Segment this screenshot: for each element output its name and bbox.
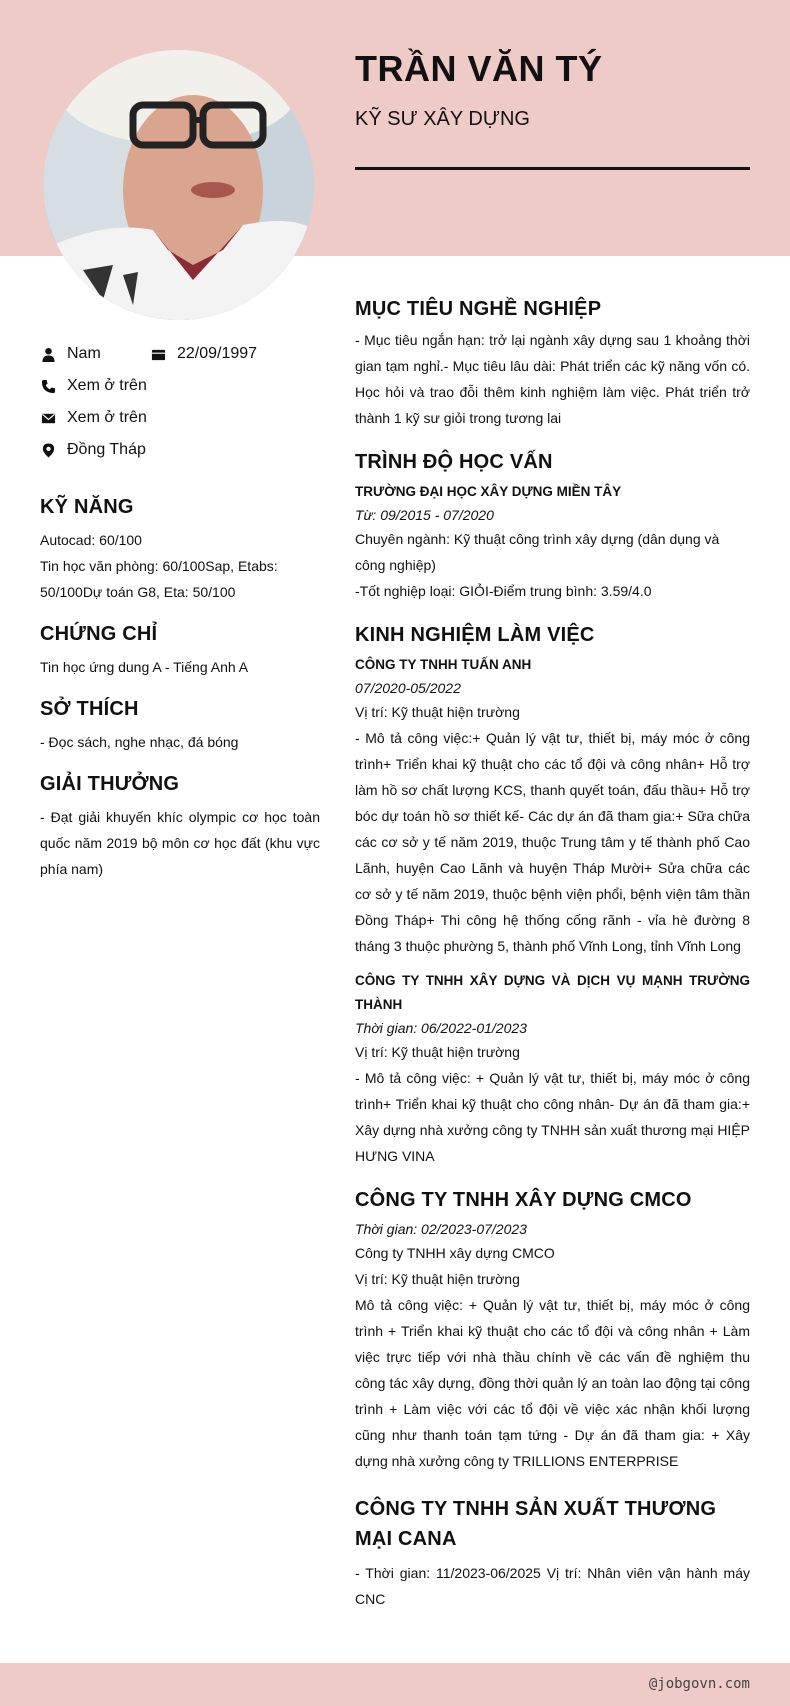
- phone-row: [40, 370, 320, 402]
- title-divider: [355, 167, 750, 170]
- job-period: 07/2020-05/2022: [355, 680, 461, 696]
- job4-company: CÔNG TY TNHH SẢN XUẤT THƯƠNG MẠI CANA: [355, 1498, 717, 1550]
- profile-photo: [43, 50, 314, 320]
- job3-description: Mô tả công việc: + Quản lý vật tư, thiết bị, máy móc ở công trình + Triển khai kỹ thuật cho các tổ đội và công nhân + Làm việc trực tiếp với nhà thầu chính về các vấn đề nghiệm thu công tác xây dựng, đồng thời quản lý an toàn lao động tại công trình + Làm việc với các tổ đội về việc xác nhận khối lượng cũng như thanh toán tạm tứng - Dự án đã tham gia: + Xây dựng nhà xưởng công ty TRILLIONS ENTERPRISE: [355, 1297, 750, 1469]
- gender-birthday-row: [40, 338, 320, 370]
- footer-watermark: @jobgovn.com: [648, 1676, 750, 1692]
- job-position: Vị trí: Kỹ thuật hiện trường: [355, 1044, 520, 1060]
- birthday-item: [150, 345, 320, 363]
- job-title: KỸ SƯ XÂY DỰNG: [355, 108, 530, 130]
- birthday-value: 22/09/1997: [177, 345, 258, 362]
- email-value: Xem ở trên: [67, 409, 147, 426]
- education-school: TRƯỜNG ĐẠI HỌC XÂY DỰNG MIỀN TÂY: [355, 484, 622, 499]
- job-period: Thời gian: 06/2022-01/2023: [355, 1020, 527, 1036]
- job4-section: [355, 1494, 750, 1612]
- certificates-heading: CHỨNG CHỈ: [40, 623, 158, 645]
- certificates-text: Tin học ứng dung A - Tiếng Anh A: [40, 659, 249, 675]
- objective-heading: MỤC TIÊU NGHỀ NGHIỆP: [355, 298, 602, 320]
- job3-company: CÔNG TY TNHH XÂY DỰNG CMCO: [355, 1189, 692, 1211]
- job-company: CÔNG TY TNHH TUẤN ANH: [355, 657, 532, 672]
- job-description: - Mô tả công việc: + Quản lý vật tư, thiết bị, máy móc ở công trình+ Triển khai kỹ thuật cho công nhân- Dự án đã tham gia:+ Xây dựng nhà xưởng công ty TNHH sản xuất thương mại HIỆP HƯNG VINA: [355, 1070, 750, 1164]
- job-position: Vị trí: Kỹ thuật hiện trường: [355, 704, 520, 720]
- hobbies-heading: SỞ THÍCH: [40, 698, 139, 720]
- experience-section: [355, 624, 750, 1169]
- objective-text: - Mục tiêu ngắn hạn: trở lại ngành xây dựng sau 1 khoảng thời gian tạm nghỉ.- Mục tiêu lâu dài: Phát triển các kỹ năng vốn có. Học hỏi và trao đỗi thêm kinh nghiệm làm việc. Phát triển trở thành 1 kỹ sư giỏi trong tương lai: [355, 332, 750, 426]
- education-heading: TRÌNH ĐỘ HỌC VẤN: [355, 451, 553, 473]
- job-description: - Mô tả công việc:+ Quản lý vật tư, thiết bị, máy móc ở công trình+ Triển khai kỹ thuật cho các tổ đội và công nhân+ Hỗ trợ làm hồ sơ chất lượng KCS, thanh quyết toán, đấu thầu+ Hỗ trợ bóc dự toán hồ sơ thiết kế- Các dự án đã tham gia:+ Sữa chữa các cơ sở y tế năm 2019, thuộc Trung tâm y tế thành phố Cao Lãnh, huyện Cao Lãnh và huyện Tháp Mười+ Sửa chữa các cơ sở y tế năm 2019, thuộc bệnh viện phổi, bệnh viện tâm thần Đồng Tháp+ Thi công hệ thống cống rãnh - vỉa hè đường 8 tháng 3 thuộc phường 5, thành phố Vĩnh Long, tỉnh Vĩnh Long: [355, 730, 750, 954]
- awards-text: - Đạt giải khuyến khíc olympic cơ học toàn quốc năm 2019 bộ môn cơ học đất (khu vực phía nam): [40, 809, 320, 877]
- left-column: [40, 338, 320, 882]
- location-pin-icon: [40, 442, 56, 458]
- email-icon: [40, 410, 56, 426]
- education-section: [355, 451, 750, 604]
- person-icon: [40, 346, 56, 362]
- job3-section: [355, 1189, 750, 1474]
- job3-company-line: Công ty TNHH xây dựng CMCO: [355, 1245, 555, 1261]
- job-item: [355, 969, 750, 1169]
- hobbies-text: - Đọc sách, nghe nhạc, đá bóng: [40, 734, 239, 750]
- skills-text: Autocad: 60/100 Tin học văn phòng: 60/100Sap, Etabs: 50/100Dự toán G8, Eta: 50/100: [40, 532, 278, 600]
- job-company: CÔNG TY TNHH XÂY DỰNG VÀ DỊCH VỤ MẠNH TRƯỜNG THÀNH: [355, 973, 750, 1012]
- awards-heading: GIẢI THƯỞNG: [40, 773, 180, 795]
- job4-description: - Thời gian: 11/2023-06/2025 Vị trí: Nhân viên vận hành máy CNC: [355, 1565, 750, 1607]
- education-result: -Tốt nghiệp loại: GIỎI-Điểm trung bình: 3.59/4.0: [355, 583, 652, 599]
- phone-icon: [40, 378, 56, 394]
- gender-item: [40, 345, 150, 363]
- education-period: Từ: 09/2015 - 07/2020: [355, 507, 494, 523]
- calendar-icon: [150, 346, 166, 362]
- job3-period: Thời gian: 02/2023-07/2023: [355, 1221, 527, 1237]
- education-major: Chuyên ngành: Kỹ thuật công trình xây dựng (dân dụng và công nghiệp): [355, 531, 720, 573]
- address-value: Đồng Tháp: [67, 441, 146, 458]
- phone-value: Xem ở trên: [67, 377, 147, 394]
- objective-section: [355, 298, 750, 431]
- email-row: [40, 402, 320, 434]
- experience-heading: KINH NGHIỆM LÀM VIỆC: [355, 624, 595, 646]
- gender-value: Nam: [67, 345, 101, 362]
- job3-position: Vị trí: Kỹ thuật hiện trường: [355, 1271, 520, 1287]
- address-row: [40, 434, 320, 466]
- skills-heading: KỸ NĂNG: [40, 496, 134, 518]
- job-item: [355, 653, 750, 959]
- candidate-name: TRẦN VĂN TÝ: [355, 48, 603, 89]
- profile-photo-illustration: [43, 50, 314, 320]
- right-column: [355, 298, 750, 1632]
